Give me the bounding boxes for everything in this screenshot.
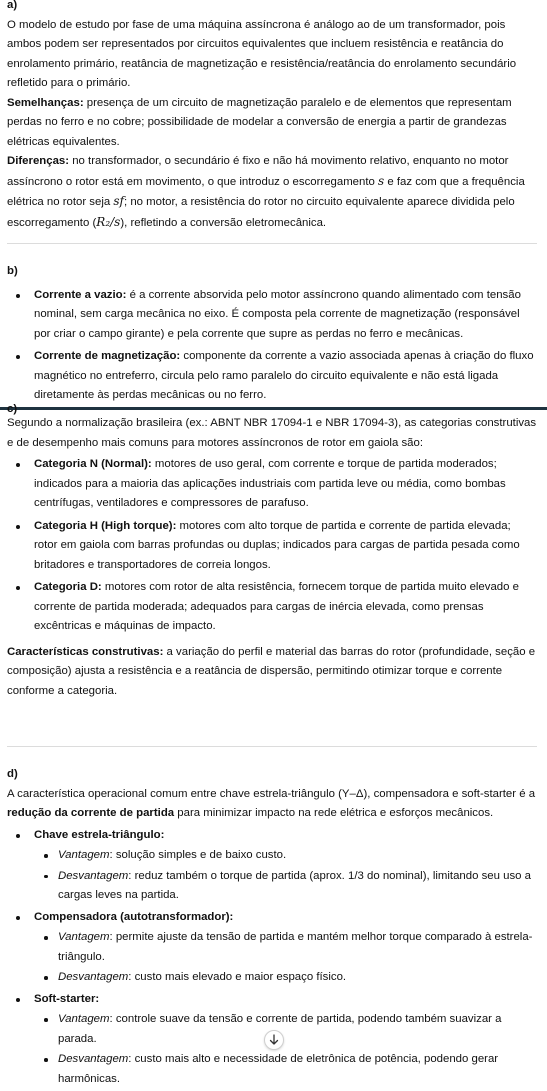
item-title: Corrente de magnetização: xyxy=(34,350,181,362)
scroll-down-button[interactable] xyxy=(264,1030,284,1050)
section-d-intro xyxy=(7,785,537,824)
list-item xyxy=(7,455,537,514)
item-text: é a corrente absorvida pelo motor assíncrono quando alimentado com tensão nominal, sem carga mecânica no eixo. É composta pela corrente de magnetização (responsável por criar o campo girante) e pela corrente que supre as perdas no ferro e mecânicas. xyxy=(34,288,521,340)
advantage-text: : controle suave da tensão e corrente de partida, podendo também suavizar a parada. xyxy=(58,1013,502,1045)
intro-bold: redução da corrente de partida xyxy=(7,807,175,819)
sublist-item xyxy=(34,928,537,967)
advantage-label: Vantagem xyxy=(58,931,110,943)
section-c-intro: Segundo a normalização brasileira (ex.: ABNT NBR 17094-1 e NBR 17094-3), as categorias construtivas e de desempenho mais comuns para motores assíncronos de rotor em gaiola são: xyxy=(7,417,537,449)
sublist-item xyxy=(34,1050,537,1089)
slip-symbol: s xyxy=(378,173,385,188)
advantage-label: Vantagem xyxy=(58,1013,110,1025)
item-text: motores com rotor de alta resistência, fornecem torque de partida muito elevado e corrente de partida moderada; adequados para cargas de inércia elevada, como prensas excêntricas e máquinas de impacto. xyxy=(34,581,519,632)
intro-text-1: A característica operacional comum entre chave estrela-triângulo (Y–Δ), compensadora e soft-starter é a xyxy=(7,787,536,800)
item-title: Categoria H (High torque): xyxy=(34,519,177,532)
section-a-similarities xyxy=(7,94,537,153)
item-text: motores com alto torque de partida e corrente de partida elevada; rotor em gaiola com barras profundas ou duplas; indicados para cargas de partida pesada como britadores e transportadores de correia longos. xyxy=(34,519,520,571)
r2-over-s: R₂/s xyxy=(96,214,121,229)
sublist xyxy=(34,928,537,988)
sublist-item xyxy=(34,1010,537,1049)
section-b-list xyxy=(7,286,537,406)
item-title: Corrente a vazio: xyxy=(34,288,127,301)
item-title: Categoria D: xyxy=(34,581,102,593)
list-item xyxy=(7,578,537,637)
divider xyxy=(7,746,537,747)
advantage-text: : solução simples e de baixo custo. xyxy=(109,849,287,861)
divider xyxy=(7,243,537,244)
section-c xyxy=(0,402,547,701)
section-b-label: b) xyxy=(7,265,18,277)
section-a-intro: O modelo de estudo por fase de uma máquina assíncrona é análogo ao de um transformador, pois ambos podem ser representados por circuitos equivalentes que incluem resistência e reatância do enrolamento primário, reatância de magnetização e resistência/reatância do enrolamento secundário refletido para o primário. xyxy=(7,18,517,89)
section-c-label: c) xyxy=(7,403,18,415)
item-title: Soft-starter: xyxy=(34,992,100,1005)
disadvantage-text: : custo mais alto e necessidade de eletrônica de potência, podendo gerar harmônicas. xyxy=(58,1053,499,1085)
differences-text-2: e faz com que a frequência elétrica no rotor seja xyxy=(7,175,525,208)
disadvantage-text: : reduz também o torque de partida (aprox. 1/3 do nominal), limitando seu uso a cargas leves na partida. xyxy=(58,869,531,901)
disadvantage-label: Desvantagem xyxy=(58,1053,129,1065)
list-item xyxy=(7,826,537,906)
section-d-label: d) xyxy=(7,768,18,780)
item-text: motores de uso geral, com corrente e torque de partida moderados; indicados para a maioria das aplicações industriais com partida leve ou média, como bombas centrífugas, ventiladores e compressores de parafuso. xyxy=(34,458,506,509)
similarities-text: presença de um circuito de magnetização paralelo e de elementos que representam perdas no ferro e no cobre; possibilidade de modelar a conversão de energia a partir de grandezas elétricas equivalentes. xyxy=(7,96,512,148)
sublist xyxy=(34,1010,537,1089)
section-a-label: a) xyxy=(7,0,18,11)
note-text: a variação do perfil e material das barras do rotor (profundidade, seção e composição) ajusta a resistência e a reatância de dispersão, permitindo otimizar torque e corrente conforme a categoria. xyxy=(7,645,536,697)
intro-text-2: para minimizar impacto na rede elétrica e esforços mecânicos. xyxy=(174,807,494,819)
disadvantage-label: Desvantagem xyxy=(58,869,129,882)
differences-text-3: ; no motor, a resistência do rotor no circuito equivalente aparece dividida pelo escorregamento ( xyxy=(7,196,515,229)
disadvantage-text: : custo mais elevado e maior espaço físico. xyxy=(128,971,347,983)
differences-title: Diferenças: xyxy=(7,155,70,167)
arrow-down-icon xyxy=(269,1034,279,1046)
section-a xyxy=(0,0,547,233)
sublist-item xyxy=(34,867,537,906)
rotor-frequency: sf xyxy=(113,194,124,208)
advantage-text: : permite ajuste da tensão de partida e mantém melhor torque comparado à estrela-triângulo. xyxy=(58,931,533,963)
disadvantage-label: Desvantagem xyxy=(58,971,129,983)
list-item xyxy=(7,286,537,345)
section-a-differences xyxy=(7,152,537,233)
item-title: Compensadora (autotransformador): xyxy=(34,910,234,923)
similarities-title: Semelhanças: xyxy=(7,96,84,109)
differences-text-1: no transformador, o secundário é fixo e não há movimento relativo, enquanto no motor assíncrono o rotor está em movimento, o que introduz o escorregamento xyxy=(7,155,509,188)
advantage-label: Vantagem xyxy=(58,849,110,861)
section-b xyxy=(0,262,547,409)
section-c-note xyxy=(7,643,537,702)
item-title: Categoria N (Normal): xyxy=(34,458,152,470)
differences-text-4: ), refletindo a conversão eletromecânica. xyxy=(120,216,327,229)
list-item xyxy=(7,517,537,576)
section-c-list xyxy=(7,455,537,637)
sublist-item xyxy=(34,846,537,866)
list-item xyxy=(7,908,537,988)
sublist-item xyxy=(34,968,537,988)
item-text: componente da corrente a vazio associada apenas à criação do fluxo magnético no entreferro, circula pelo ramo paralelo do circuito equivalente e não está ligada diretamente às perdas mecânicas ou no ferro. xyxy=(34,350,534,401)
note-title: Características construtivas: xyxy=(7,645,164,658)
item-title: Chave estrela-triângulo: xyxy=(34,828,165,841)
list-item xyxy=(7,347,537,406)
sublist xyxy=(34,846,537,906)
